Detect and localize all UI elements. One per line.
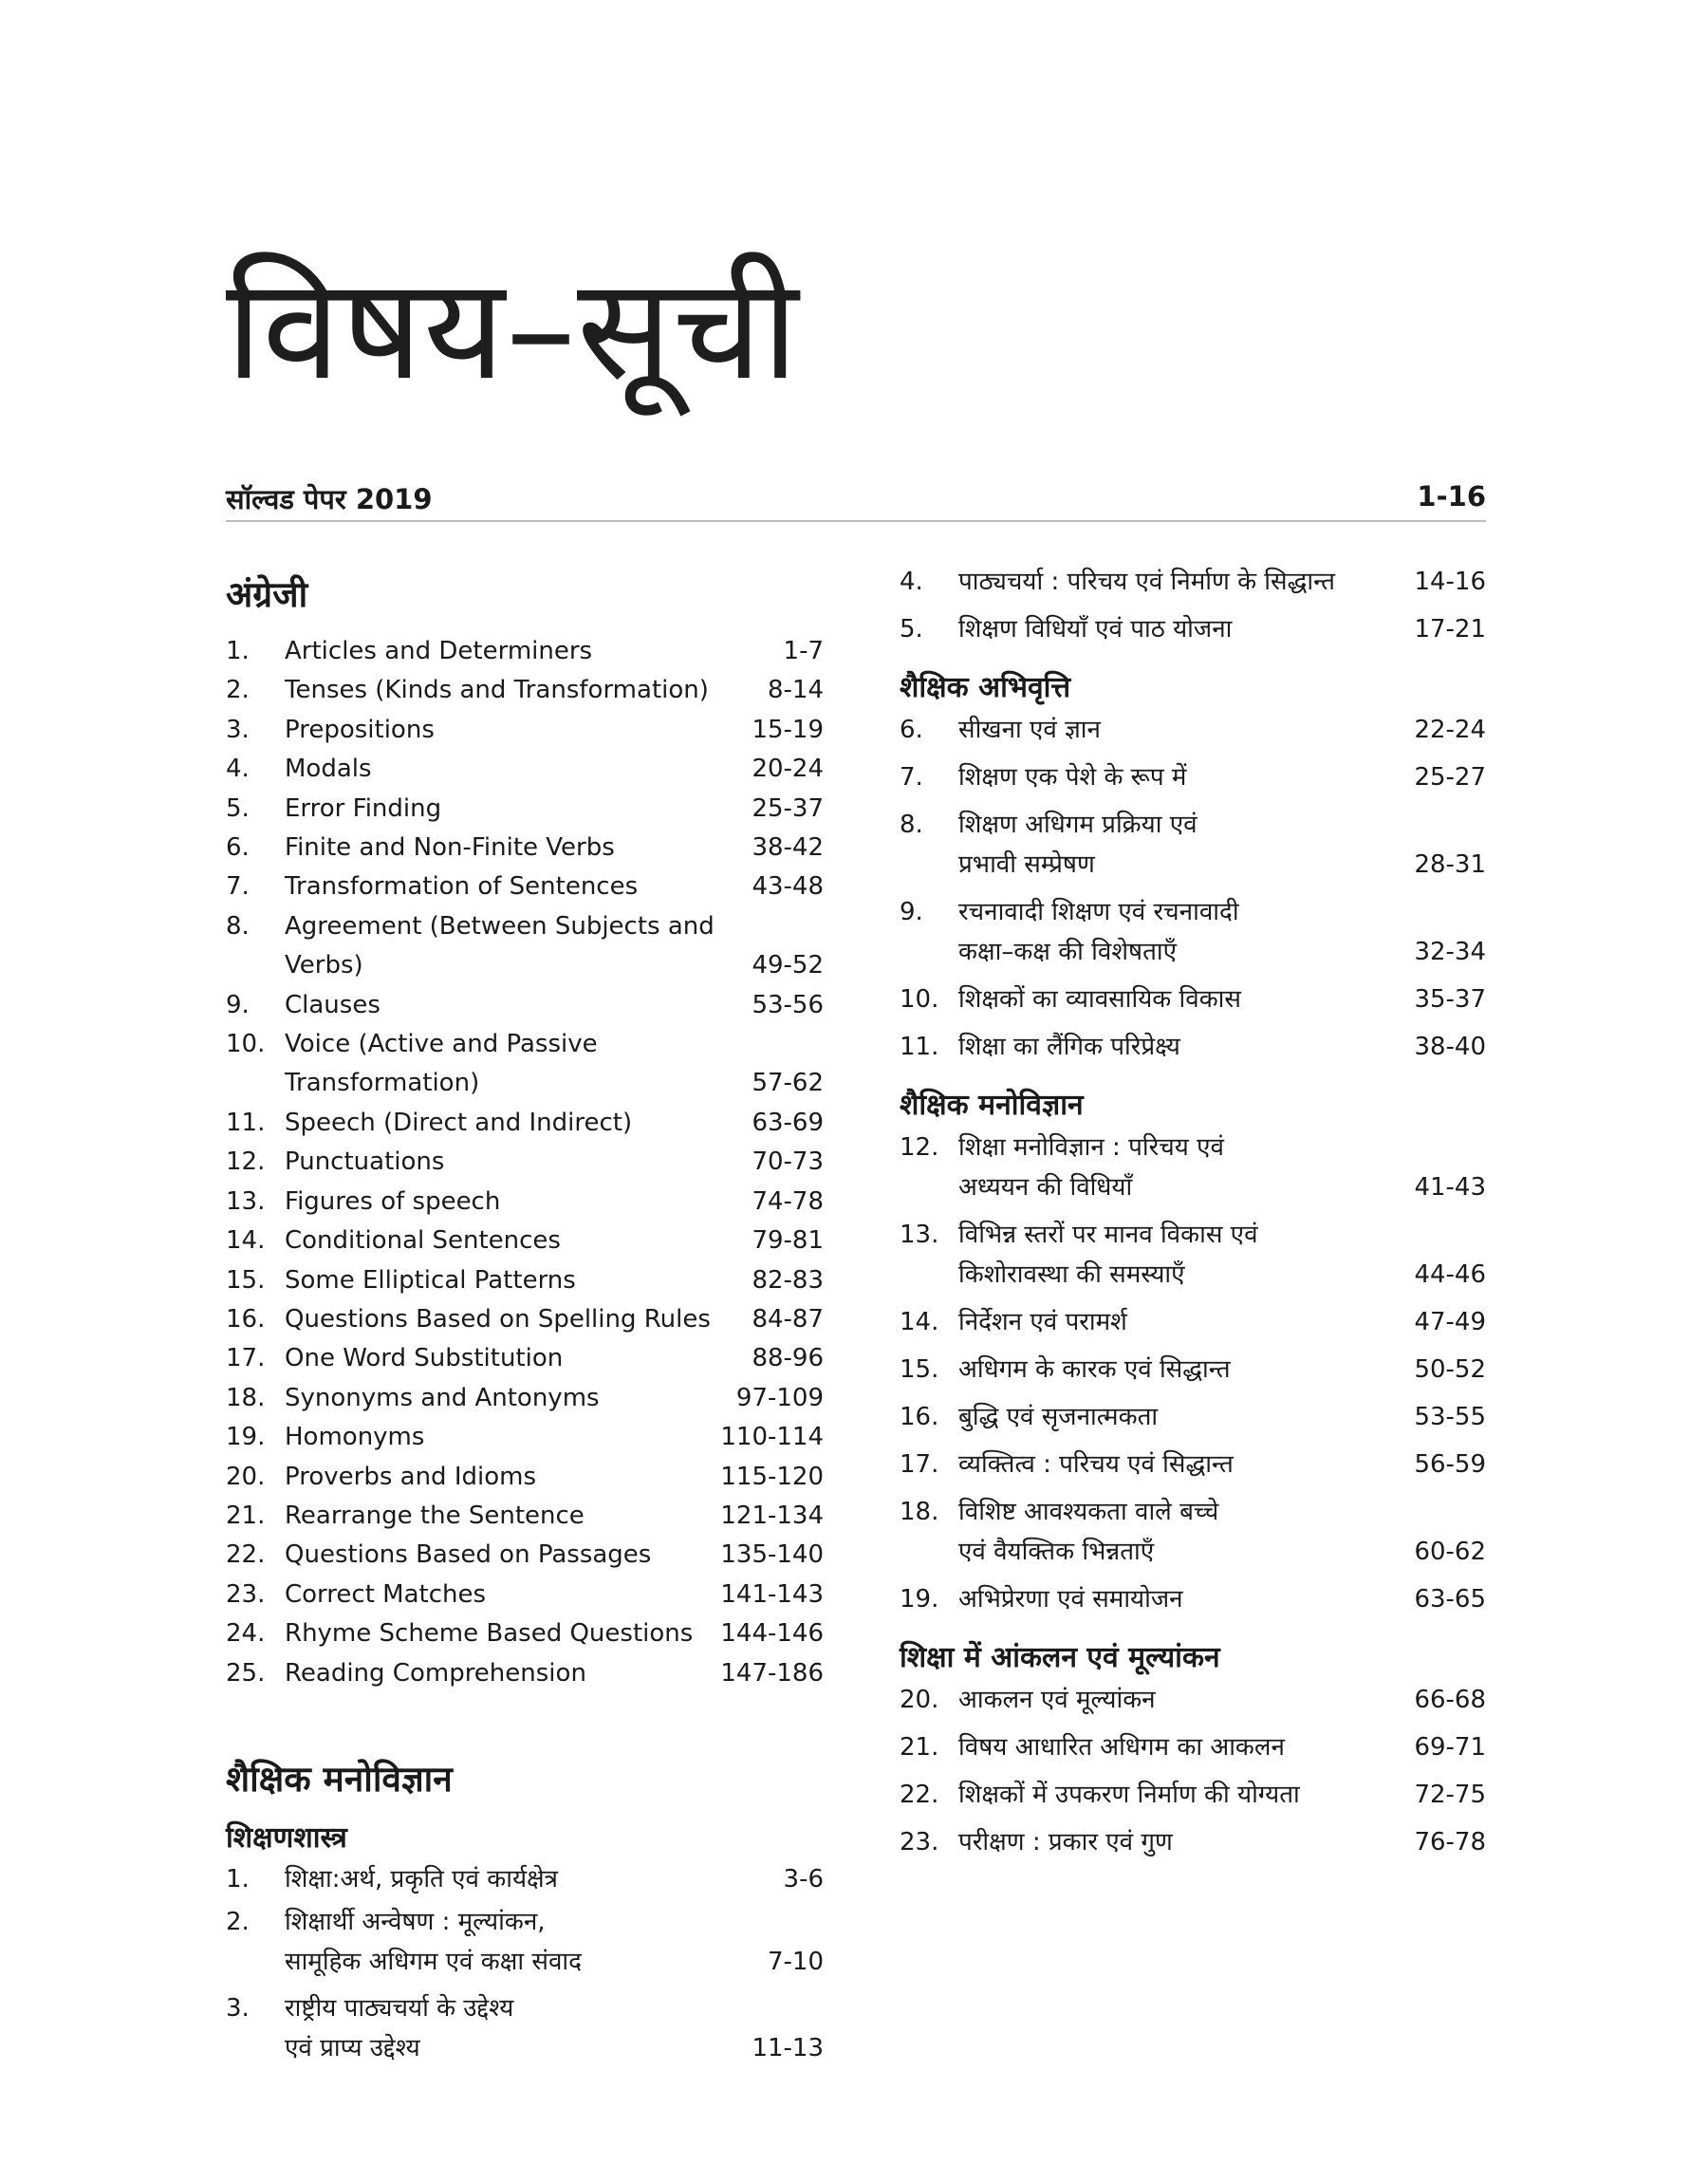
toc-entry-pages: 38-42 [752, 833, 824, 863]
toc-entry-title: Clauses [285, 990, 381, 1019]
toc-entry-number: 22. [226, 1540, 266, 1570]
solved-paper-row[interactable] [226, 473, 1486, 522]
toc-entry[interactable] [900, 1397, 1486, 1437]
toc-entry-title: विषय आधारित अधिगम का आकलन [958, 1733, 1285, 1762]
toc-entry[interactable] [900, 609, 1486, 649]
toc-entry[interactable] [900, 1302, 1486, 1342]
toc-entry-number: 21. [900, 1733, 939, 1762]
toc-entry[interactable] [226, 829, 824, 868]
toc-entry-number: 25. [226, 1658, 266, 1688]
toc-entry-title: Rearrange the Sentence [285, 1501, 585, 1530]
toc-entry-number: 13. [900, 1221, 939, 1249]
toc-entry-number: 12. [900, 1133, 939, 1162]
toc-entry[interactable] [900, 1727, 1486, 1767]
toc-entry-pages: 121-134 [720, 1501, 824, 1530]
toc-entry-number: 19. [900, 1585, 939, 1614]
toc-entry-number: 18. [226, 1383, 266, 1412]
toc-entry-pages: 147-186 [720, 1658, 824, 1688]
toc-entry-number: 4. [226, 755, 250, 784]
toc-entry-number: 20. [900, 1686, 939, 1714]
toc-entry[interactable] [226, 1300, 824, 1339]
toc-entry-pages: 17-21 [1414, 615, 1486, 644]
toc-entry[interactable] [226, 1497, 824, 1536]
toc-entry-title: Reading Comprehension [285, 1658, 586, 1688]
toc-entry[interactable] [900, 1579, 1486, 1619]
toc-entry-title: परीक्षण : प्रकार एवं गुण [958, 1828, 1173, 1856]
toc-entry-title: शिक्षा का लैंगिक परिप्रेक्ष्य [958, 1033, 1180, 1061]
toc-entry-title: Modals [285, 755, 372, 784]
toc-entry[interactable] [226, 907, 824, 986]
toc-entry-number: 10. [900, 985, 939, 1014]
toc-entry-title: Articles and Determiners [285, 637, 593, 665]
toc-entry-pages: 22-24 [1414, 716, 1486, 744]
toc-entry-number: 16. [900, 1403, 939, 1431]
toc-entry-number: 23. [226, 1579, 266, 1609]
toc-entry-number: 24. [226, 1619, 266, 1649]
toc-entry-number: 11. [226, 1108, 266, 1137]
toc-entry-pages: 56-59 [1414, 1450, 1486, 1479]
toc-entry-number: 4. [900, 568, 923, 596]
toc-entry[interactable] [226, 1576, 824, 1614]
toc-entry-pages: 82-83 [752, 1265, 824, 1295]
psychology-heading: शैक्षिक मनोविज्ञान [226, 1758, 453, 1800]
toc-entry-title: शिक्षण एक पेशे के रूप में [958, 763, 1187, 792]
toc-entry[interactable] [900, 1128, 1486, 1207]
toc-entry-number: 11. [900, 1033, 939, 1061]
toc-entry-pages: 50-52 [1414, 1355, 1486, 1384]
toc-entry-number: 14. [226, 1226, 266, 1256]
toc-entry-title: Speech (Direct and Indirect) [285, 1108, 633, 1137]
toc-entry[interactable] [900, 710, 1486, 750]
toc-entry-title: Homonyms [285, 1423, 425, 1452]
pedagogy-list-left [226, 1860, 824, 2068]
toc-entry-pages: 79-81 [752, 1226, 824, 1256]
toc-entry[interactable] [900, 1445, 1486, 1484]
toc-entry-title: अभिप्रेरणा एवं समायोजन [958, 1585, 1183, 1614]
toc-entry[interactable] [900, 805, 1486, 885]
toc-entry-pages: 60-62 [1414, 1538, 1486, 1566]
toc-entry[interactable] [226, 1860, 824, 1899]
toc-entry-pages: 115-120 [720, 1462, 824, 1491]
toc-entry-pages: 44-46 [1414, 1260, 1486, 1289]
toc-entry-number: 16. [226, 1304, 266, 1334]
toc-entry-pages: 110-114 [720, 1423, 824, 1452]
toc-entry-title: Synonyms and Antonyms [285, 1383, 600, 1412]
toc-entry-title: व्यक्तित्व : परिचय एवं सिद्धान्त [958, 1450, 1234, 1479]
toc-entry[interactable] [900, 1492, 1486, 1572]
toc-entry-title: Prepositions [285, 715, 435, 744]
toc-entry[interactable] [226, 986, 824, 1025]
toc-entry[interactable] [226, 1222, 824, 1260]
toc-entry-pages: 74-78 [752, 1186, 824, 1216]
toc-entry-title: Questions Based on Passages [285, 1540, 652, 1570]
toc-entry-pages: 38-40 [1414, 1033, 1486, 1061]
toc-entry-title: Transformation of Sentences [285, 872, 639, 902]
assessment-list [900, 1680, 1486, 1862]
toc-entry[interactable] [226, 632, 824, 671]
toc-entry[interactable] [226, 1104, 824, 1143]
toc-entry-title: आकलन एवं मूल्यांकन [958, 1686, 1156, 1714]
toc-entry[interactable] [900, 1775, 1486, 1815]
toc-entry-pages: 8-14 [767, 676, 824, 705]
toc-entry[interactable] [226, 750, 824, 789]
toc-entry-title: Rhyme Scheme Based Questions [285, 1619, 694, 1649]
toc-entry-title: Correct Matches [285, 1579, 487, 1609]
toc-entry-title: शिक्षण अधिगम प्रक्रिया एवं प्रभावी सम्प्रेषण [958, 811, 1197, 879]
toc-entry-pages: 47-49 [1414, 1308, 1486, 1336]
toc-entry-pages: 11-13 [752, 2033, 824, 2062]
toc-entry-number: 21. [226, 1501, 266, 1530]
toc-entry[interactable] [226, 1261, 824, 1300]
aptitude-heading: शैक्षिक अभिवृत्ति [900, 671, 1071, 704]
right-column [900, 562, 1486, 1870]
toc-entry-pages: 72-75 [1414, 1781, 1486, 1809]
toc-entry-title: Voice (Active and Passive Transformation) [285, 1030, 598, 1098]
toc-entry-pages: 15-19 [752, 715, 824, 744]
toc-entry-title: राष्ट्रीय पाठ्यचर्या के उद्देश्य एवं प्राप्य उद्देश्य [285, 1994, 514, 2062]
toc-entry-title: One Word Substitution [285, 1344, 564, 1373]
solved-paper-label: सॉल्वड पेपर 2019 [226, 483, 433, 515]
toc-entry[interactable] [226, 868, 824, 906]
toc-entry[interactable] [226, 1143, 824, 1182]
toc-entry-title: विभिन्न स्तरों पर मानव विकास एवं किशोरावस्था की समस्याएँ [958, 1221, 1258, 1289]
toc-entry-pages: 20-24 [752, 755, 824, 784]
toc-entry-number: 9. [226, 990, 250, 1019]
toc-entry[interactable] [900, 1680, 1486, 1720]
toc-entry-number: 15. [900, 1355, 939, 1384]
toc-entry[interactable] [900, 1215, 1486, 1295]
toc-entry-pages: 63-69 [752, 1108, 824, 1137]
toc-entry-title: शिक्षा मनोविज्ञान : परिचय एवं अध्ययन की विधियाँ [958, 1133, 1224, 1202]
toc-entry-number: 15. [226, 1265, 266, 1295]
toc-entry-number: 5. [900, 615, 923, 644]
toc-entry-number: 5. [226, 793, 250, 823]
toc-entry-title: Agreement (Between Subjects and Verbs) [285, 911, 715, 980]
toc-entry[interactable] [226, 671, 824, 710]
toc-entry-number: 18. [900, 1498, 939, 1526]
toc-entry-number: 12. [226, 1147, 266, 1177]
toc-entry[interactable] [226, 1614, 824, 1653]
toc-entry-number: 3. [226, 715, 250, 744]
toc-entry-number: 10. [226, 1030, 266, 1059]
toc-entry-number: 8. [226, 911, 250, 941]
toc-entry-pages: 57-62 [752, 1069, 824, 1098]
english-list [226, 632, 824, 1693]
toc-entry-pages: 84-87 [752, 1304, 824, 1334]
toc-entry-pages: 32-34 [1414, 938, 1486, 966]
toc-entry-title: Questions Based on Spelling Rules [285, 1304, 711, 1334]
toc-entry-pages: 35-37 [1414, 985, 1486, 1014]
toc-entry-title: Figures of speech [285, 1186, 501, 1216]
english-heading: अंग्रेजी [226, 574, 308, 615]
toc-entry-title: विशिष्ट आवश्यकता वाले बच्चे एवं वैयक्तिक भिन्नताएँ [958, 1498, 1219, 1566]
toc-entry-number: 23. [900, 1828, 939, 1856]
aptitude-list [900, 710, 1486, 1067]
toc-entry-title: शिक्षकों में उपकरण निर्माण की योग्यता [958, 1781, 1300, 1809]
toc-entry[interactable] [900, 562, 1486, 602]
toc-entry[interactable] [226, 1183, 824, 1222]
toc-entry[interactable] [900, 1350, 1486, 1390]
toc-entry[interactable] [226, 1536, 824, 1575]
toc-entry-title: Some Elliptical Patterns [285, 1265, 576, 1295]
toc-entry[interactable] [226, 790, 824, 829]
toc-entry-pages: 97-109 [735, 1383, 824, 1412]
edu-psych-list [900, 1128, 1486, 1619]
toc-entry-number: 17. [900, 1450, 939, 1479]
toc-entry-title: शिक्षण विधियाँ एवं पाठ योजना [958, 615, 1233, 644]
toc-entry-number: 6. [226, 833, 250, 863]
toc-entry-number: 22. [900, 1781, 939, 1809]
toc-entry[interactable] [226, 1418, 824, 1457]
toc-entry-number: 7. [226, 872, 250, 902]
toc-entry-number: 2. [226, 1908, 250, 1937]
toc-entry-pages: 25-37 [752, 793, 824, 823]
toc-entry-pages: 1-7 [783, 637, 824, 665]
toc-entry-title: Conditional Sentences [285, 1226, 561, 1256]
toc-entry-number: 7. [900, 763, 923, 792]
toc-entry[interactable] [226, 1654, 824, 1693]
toc-entry-pages: 41-43 [1414, 1173, 1486, 1202]
toc-entry[interactable] [226, 1903, 824, 1982]
toc-entry-title: Punctuations [285, 1147, 445, 1177]
toc-entry-title: अधिगम के कारक एवं सिद्धान्त [958, 1355, 1231, 1384]
toc-entry-pages: 28-31 [1414, 850, 1486, 879]
toc-entry-title: Finite and Non-Finite Verbs [285, 833, 615, 863]
pedagogy-heading: शिक्षणशास्त्र [226, 1820, 347, 1855]
toc-entry[interactable] [226, 1458, 824, 1497]
toc-entry-pages: 66-68 [1414, 1686, 1486, 1714]
toc-entry-pages: 63-65 [1414, 1585, 1486, 1614]
toc-entry-title: Proverbs and Idioms [285, 1462, 536, 1491]
solved-paper-pages: 1-16 [1417, 480, 1486, 513]
left-column [226, 568, 824, 2076]
toc-entry[interactable] [226, 1025, 824, 1104]
toc-entry-number: 17. [226, 1344, 266, 1373]
toc-entry-number: 8. [900, 811, 923, 839]
toc-entry-pages: 135-140 [720, 1540, 824, 1570]
toc-entry[interactable] [900, 1027, 1486, 1067]
toc-entry-title: निर्देशन एवं परामर्श [958, 1308, 1127, 1336]
assessment-heading: शिक्षा में आंकलन एवं मूल्यांकन [900, 1641, 1220, 1674]
toc-entry-title: शिक्षा:अर्थ, प्रकृति एवं कार्यक्षेत्र [285, 1864, 559, 1894]
toc-entry-title: पाठ्यचर्या : परिचय एवं निर्माण के सिद्धान्त [958, 568, 1335, 596]
toc-entry-title: शिक्षार्थी अन्वेषण : मूल्यांकन, सामूहिक अधिगम एवं कक्षा संवाद [285, 1908, 582, 1976]
toc-entry-number: 9. [900, 898, 923, 926]
toc-entry[interactable] [900, 757, 1486, 797]
toc-entry[interactable] [900, 980, 1486, 1019]
toc-entry-number: 14. [900, 1308, 939, 1336]
toc-entry-title: Error Finding [285, 793, 442, 823]
toc-entry-number: 13. [226, 1186, 266, 1216]
toc-entry-title: बुद्धि एवं सृजनात्मकता [958, 1403, 1159, 1431]
toc-entry-number: 2. [226, 676, 250, 705]
toc-entry[interactable] [226, 1379, 824, 1418]
toc-entry[interactable] [226, 711, 824, 750]
toc-entry-number: 1. [226, 1864, 250, 1894]
toc-entry-title: सीखना एवं ज्ञान [958, 716, 1101, 744]
toc-entry-pages: 43-48 [752, 872, 824, 902]
edu-psych-heading: शैक्षिक मनोविज्ञान [900, 1089, 1084, 1122]
toc-entry-pages: 70-73 [752, 1147, 824, 1177]
toc-entry-number: 19. [226, 1423, 266, 1452]
toc-entry-pages: 76-78 [1414, 1828, 1486, 1856]
toc-entry-title: शिक्षकों का व्यावसायिक विकास [958, 985, 1241, 1014]
toc-entry-title: रचनावादी शिक्षण एवं रचनावादी कक्षा–कक्ष की विशेषताएँ [958, 898, 1239, 966]
toc-entry-pages: 141-143 [720, 1579, 824, 1609]
toc-entry[interactable] [226, 1989, 824, 2068]
toc-entry-pages: 144-146 [720, 1619, 824, 1649]
page-title: विषय–सूची [226, 248, 800, 411]
toc-entry-pages: 49-52 [752, 951, 824, 980]
toc-entry-pages: 3-6 [783, 1864, 824, 1894]
toc-entry-number: 3. [226, 1994, 250, 2024]
toc-entry-pages: 69-71 [1414, 1733, 1486, 1762]
toc-entry[interactable] [900, 892, 1486, 972]
toc-entry-pages: 88-96 [752, 1344, 824, 1373]
toc-entry-pages: 53-56 [752, 990, 824, 1019]
toc-entry-number: 20. [226, 1462, 266, 1491]
toc-entry-number: 6. [900, 716, 923, 744]
toc-entry[interactable] [900, 1822, 1486, 1862]
toc-entry-pages: 25-27 [1414, 763, 1486, 792]
toc-entry-number: 1. [226, 637, 250, 665]
toc-entry-pages: 7-10 [767, 1947, 824, 1976]
toc-entry[interactable] [226, 1339, 824, 1378]
toc-entry-pages: 53-55 [1414, 1403, 1486, 1431]
toc-entry-pages: 14-16 [1414, 568, 1486, 596]
pedagogy-list-right [900, 562, 1486, 649]
toc-entry-title: Tenses (Kinds and Transformation) [285, 676, 709, 705]
